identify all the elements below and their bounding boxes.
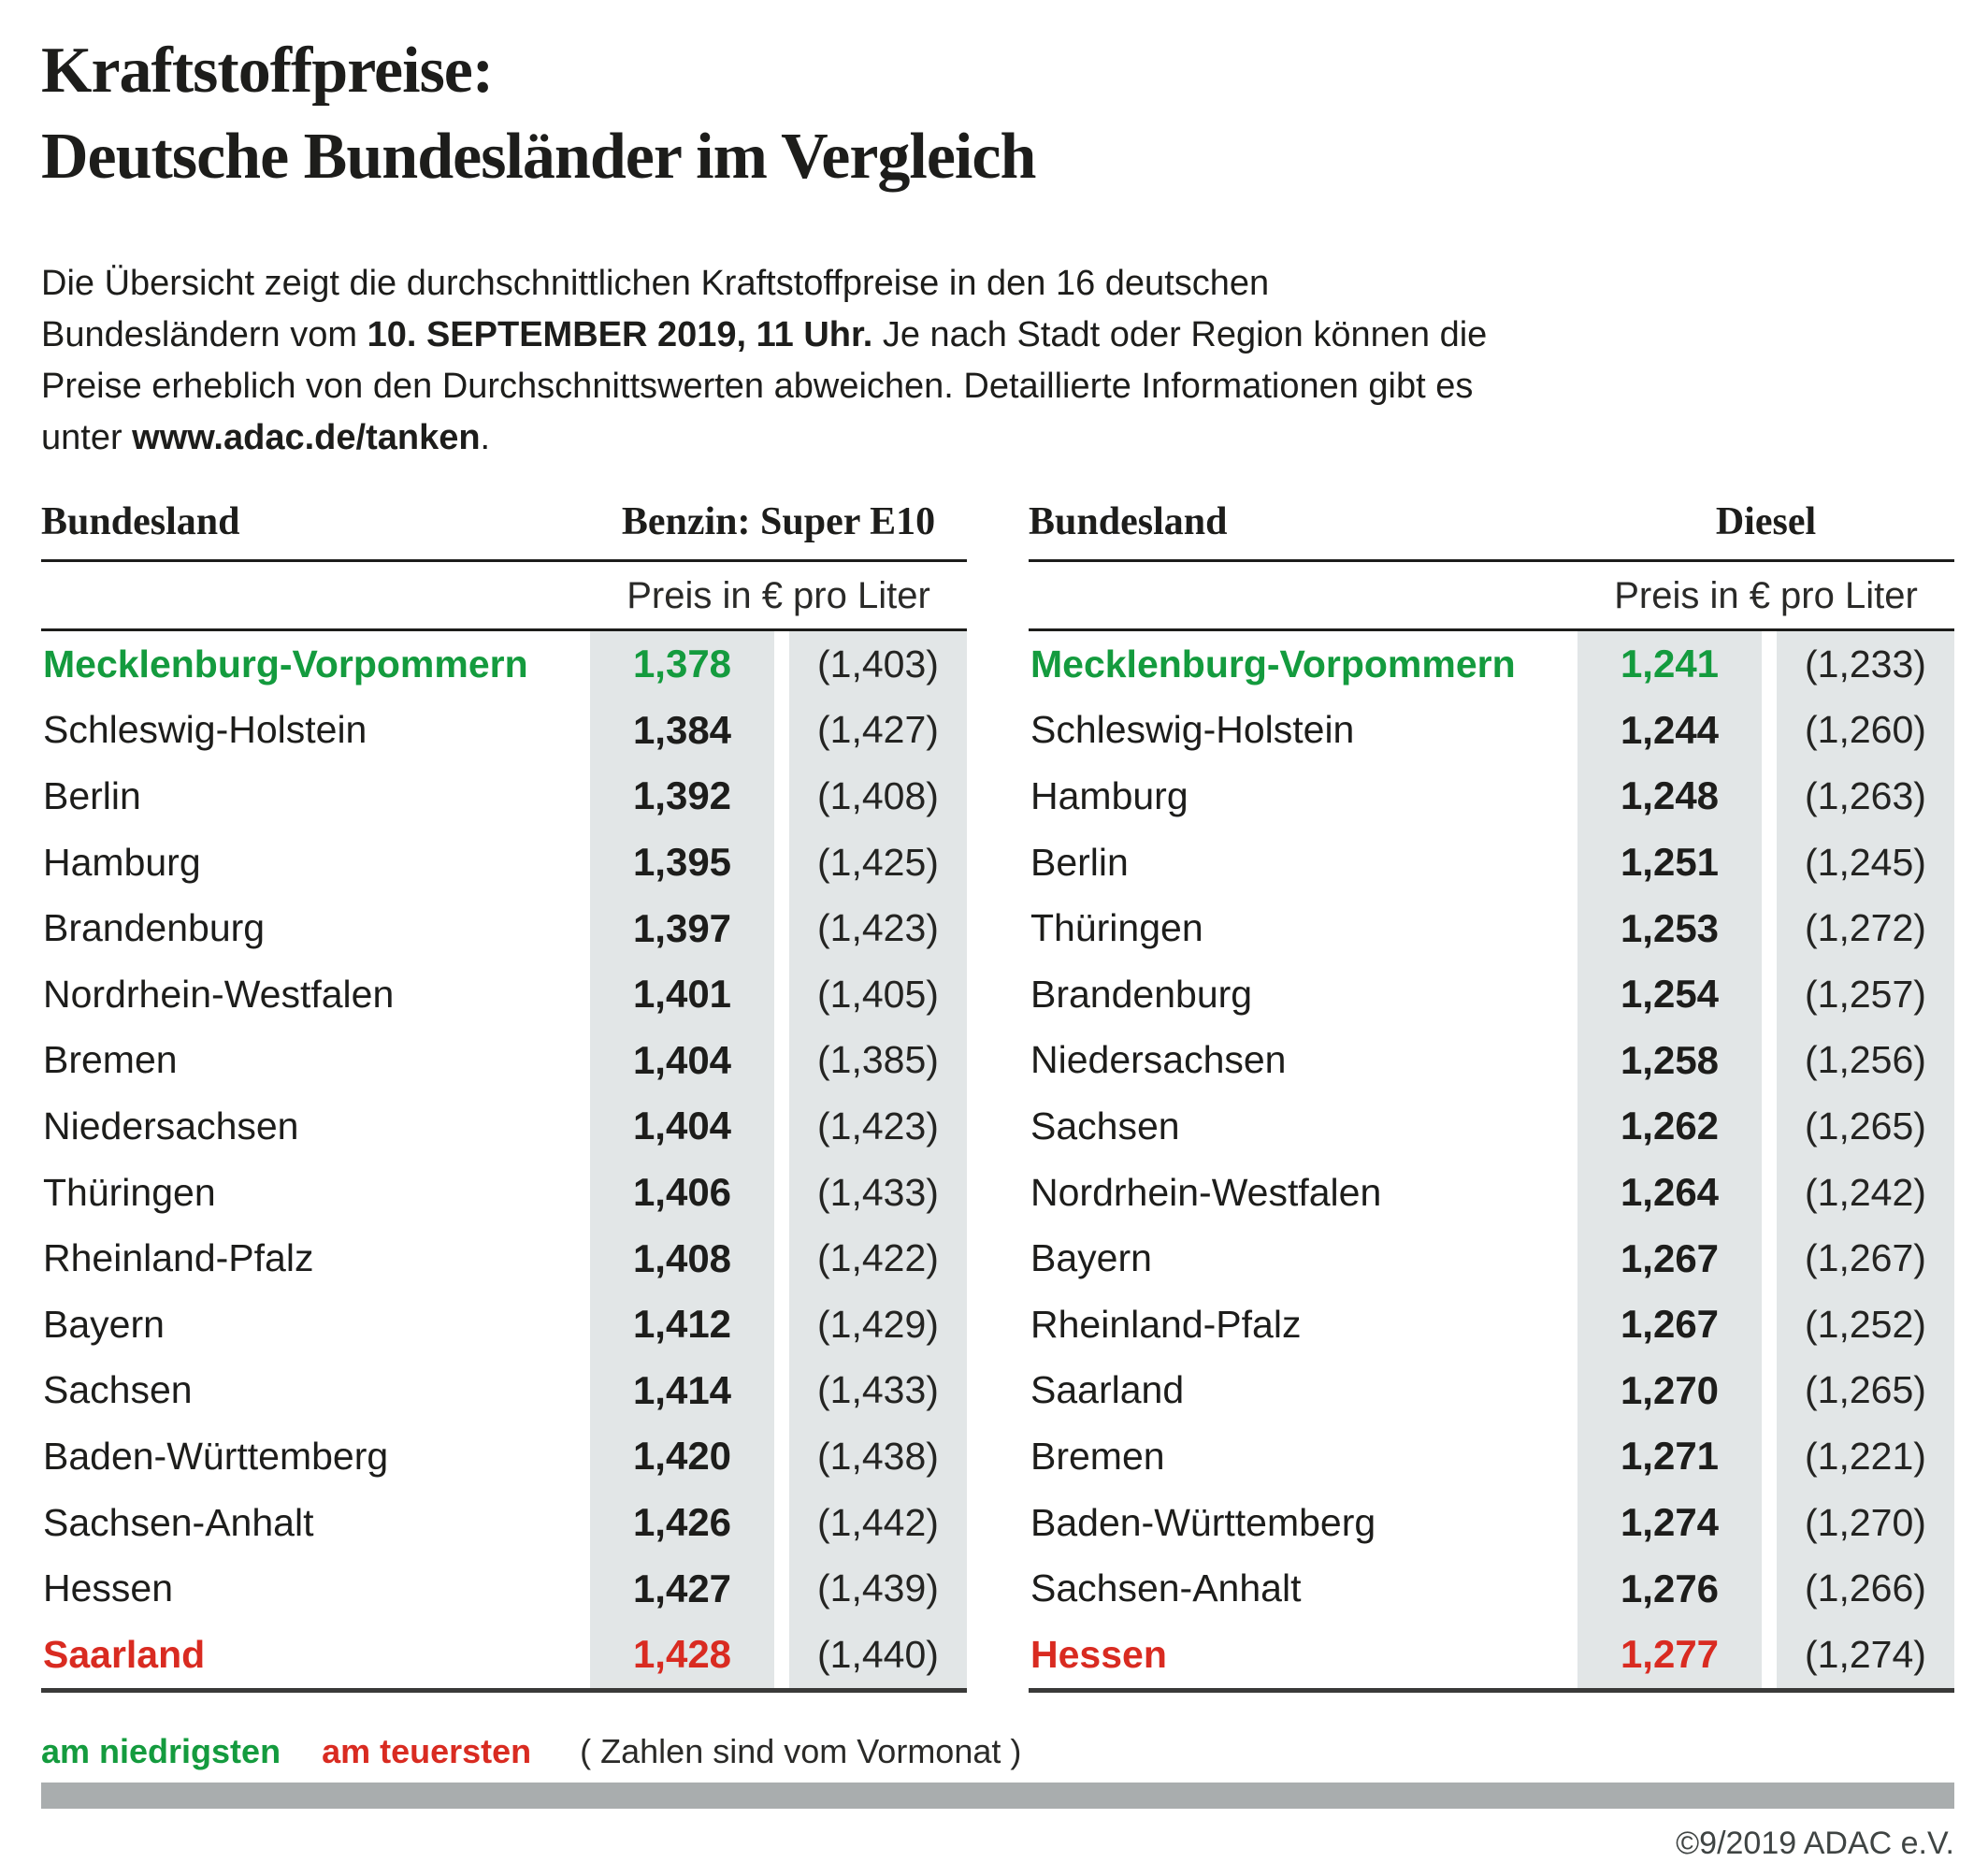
price-current: 1,404 [590,1093,774,1160]
column-gap [1762,961,1777,1028]
price-previous: (1,266) [1777,1555,1954,1622]
price-current: 1,276 [1577,1555,1762,1622]
column-gap [774,1160,789,1226]
price-current: 1,406 [590,1160,774,1226]
state-name: Niedersachsen [1030,1038,1287,1082]
price-previous: (1,438) [789,1423,967,1490]
state-name: Hessen [1030,1632,1167,1676]
intro-part3: . [480,418,491,457]
column-gap [1762,1093,1777,1160]
column-gap [1762,631,1777,698]
price-previous: (1,245) [1777,830,1954,896]
price-previous: (1,263) [1777,763,1954,830]
benzin-unit-label: Preis in € pro Liter [627,575,930,616]
price-current: 1,420 [590,1423,774,1490]
state-name: Mecklenburg-Vorpommern [43,642,528,686]
price-current: 1,271 [1577,1423,1762,1490]
table-row [41,961,967,1028]
column-gap [774,1423,789,1490]
benzin-col-header-fuel: Benzin: Super E10 [621,500,936,543]
diesel-col-header-fuel: Diesel [1715,500,1817,543]
column-gap [774,1555,789,1622]
state-name: Brandenburg [43,906,266,950]
price-previous: (1,439) [789,1555,967,1622]
legend-lowest-label: am niedrigsten [41,1731,281,1770]
price-current: 1,267 [1577,1292,1762,1358]
price-previous: (1,270) [1777,1490,1954,1556]
table-row [41,1423,967,1490]
state-name: Berlin [1030,840,1129,884]
diesel-col-header-bundesland: Bundesland [1029,500,1228,543]
state-name: Hamburg [1030,773,1188,817]
price-current: 1,270 [1577,1358,1762,1424]
price-current: 1,254 [1577,961,1762,1028]
table-row [41,1160,967,1226]
state-name: Bremen [1030,1434,1165,1478]
column-gap [774,1292,789,1358]
price-current: 1,277 [1577,1622,1762,1688]
state-name: Sachsen-Anhalt [1030,1566,1302,1610]
page-title [41,28,1954,200]
state-name: Thüringen [43,1170,216,1214]
table-row [1029,1160,1954,1226]
intro-url: www.adac.de/tanken [132,418,481,457]
state-name: Baden-Württemberg [43,1434,389,1478]
table-row [1029,1622,1954,1688]
column-gap [774,698,789,764]
price-previous: (1,242) [1777,1160,1954,1226]
price-current: 1,258 [1577,1028,1762,1094]
price-current: 1,384 [590,698,774,764]
price-previous: (1,256) [1777,1028,1954,1094]
price-previous: (1,274) [1777,1622,1954,1688]
state-name: Nordrhein-Westfalen [43,972,395,1016]
column-gap [774,1358,789,1424]
state-name: Bremen [43,1038,178,1082]
price-current: 1,408 [590,1225,774,1292]
price-current: 1,241 [1577,631,1762,698]
intro-part2: Je nach Stadt oder Region können die Preise erheblich von den Durchschnittswerten abweichen. Detaillierte Informationen gibt es unter [41,315,1488,457]
diesel-rows [1029,631,1954,1688]
price-current: 1,404 [590,1028,774,1094]
intro-part1: Die Übersicht zeigt die durchschnittlichen Kraftstoffpreise in den 16 deutschen Bundesländern vom [41,264,1270,354]
state-name: Rheinland-Pfalz [1030,1302,1302,1346]
benzin-bottom-rule [41,1688,967,1693]
benzin-unit-spacer [41,575,590,617]
price-current: 1,412 [590,1292,774,1358]
table-row [41,1622,967,1688]
price-previous: (1,423) [789,895,967,961]
table-row [41,895,967,961]
price-previous: (1,267) [1777,1225,1954,1292]
page-title-line1: Kraftstoffpreise: [41,35,494,107]
column-gap [1762,1160,1777,1226]
table-row [41,763,967,830]
column-gap [774,1093,789,1160]
price-previous: (1,221) [1777,1423,1954,1490]
table-row [1029,961,1954,1028]
table-row [41,1490,967,1556]
diesel-unit-label: Preis in € pro Liter [1614,575,1918,616]
column-gap [774,1028,789,1094]
price-tables [41,499,1954,1693]
benzin-table [41,499,967,1693]
price-previous: (1,233) [1777,631,1954,698]
table-row [1029,698,1954,764]
diesel-unit-row [1029,562,1954,628]
price-previous: (1,252) [1777,1292,1954,1358]
state-name: Baden-Württemberg [1030,1500,1376,1544]
benzin-col-header-bundesland: Bundesland [41,500,240,543]
state-name: Thüringen [1030,906,1203,950]
legend-highest-label: am teuersten [322,1731,532,1770]
price-current: 1,397 [590,895,774,961]
column-gap [1762,1490,1777,1556]
table-row [1029,1292,1954,1358]
price-previous: (1,433) [789,1358,967,1424]
price-current: 1,414 [590,1358,774,1424]
state-name: Nordrhein-Westfalen [1030,1170,1382,1214]
state-name: Sachsen [43,1368,193,1412]
benzin-table-header [41,499,967,559]
table-row [1029,1490,1954,1556]
page-title-line2: Deutsche Bundesländer im Vergleich [41,121,1036,193]
table-row [1029,1555,1954,1622]
price-current: 1,427 [590,1555,774,1622]
column-gap [774,1490,789,1556]
table-row [41,1225,967,1292]
price-previous: (1,433) [789,1160,967,1226]
state-name: Saarland [1030,1368,1185,1412]
column-gap [774,1622,789,1688]
price-current: 1,378 [590,631,774,698]
price-current: 1,244 [1577,698,1762,764]
column-gap [774,830,789,896]
intro-text [41,258,1500,464]
state-name: Saarland [43,1632,206,1676]
price-previous: (1,442) [789,1490,967,1556]
column-gap [1762,1358,1777,1424]
state-name: Bayern [43,1302,165,1346]
column-gap [1762,698,1777,764]
state-name: Sachsen [1030,1104,1180,1148]
price-previous: (1,423) [789,1093,967,1160]
column-gap [774,895,789,961]
table-row [1029,763,1954,830]
price-previous: (1,272) [1777,895,1954,961]
state-name: Brandenburg [1030,972,1253,1016]
price-previous: (1,405) [789,961,967,1028]
table-row [41,1358,967,1424]
price-previous: (1,440) [789,1622,967,1688]
table-row [1029,895,1954,961]
table-row [41,1292,967,1358]
table-row [41,1555,967,1622]
price-previous: (1,265) [1777,1093,1954,1160]
table-row [1029,1225,1954,1292]
copyright-text: ©9/2019 ADAC e.V. [1676,1825,1954,1861]
state-name: Berlin [43,773,141,817]
price-previous: (1,408) [789,763,967,830]
price-current: 1,392 [590,763,774,830]
table-row [41,1028,967,1094]
table-row [1029,1028,1954,1094]
price-current: 1,262 [1577,1093,1762,1160]
column-gap [1762,1292,1777,1358]
table-row [41,1093,967,1160]
table-row [41,631,967,698]
column-gap [1762,1028,1777,1094]
state-name: Bayern [1030,1236,1152,1280]
price-previous: (1,260) [1777,698,1954,764]
state-name: Hamburg [43,840,201,884]
price-previous: (1,429) [789,1292,967,1358]
state-name: Sachsen-Anhalt [43,1500,314,1544]
price-previous: (1,385) [789,1028,967,1094]
legend [41,1732,1954,1771]
column-gap [1762,763,1777,830]
column-gap [1762,1225,1777,1292]
price-previous: (1,422) [789,1225,967,1292]
price-current: 1,251 [1577,830,1762,896]
state-name: Mecklenburg-Vorpommern [1030,642,1516,686]
benzin-unit-row [41,562,967,628]
price-previous: (1,265) [1777,1358,1954,1424]
state-name: Hessen [43,1566,174,1610]
column-gap [774,1225,789,1292]
benzin-rows [41,631,967,1688]
table-row [1029,1093,1954,1160]
table-row [1029,1423,1954,1490]
diesel-bottom-rule [1029,1688,1954,1693]
state-name: Schleswig-Holstein [43,708,367,752]
table-row [1029,631,1954,698]
state-name: Schleswig-Holstein [1030,708,1355,752]
column-gap [774,961,789,1028]
price-current: 1,267 [1577,1225,1762,1292]
price-previous: (1,403) [789,631,967,698]
diesel-table-header [1029,499,1954,559]
price-current: 1,401 [590,961,774,1028]
table-row [41,830,967,896]
column-gap [1762,895,1777,961]
price-current: 1,264 [1577,1160,1762,1226]
state-name: Rheinland-Pfalz [43,1236,314,1280]
column-gap [774,631,789,698]
price-current: 1,428 [590,1622,774,1688]
price-current: 1,395 [590,830,774,896]
price-current: 1,426 [590,1490,774,1556]
price-previous: (1,425) [789,830,967,896]
price-previous: (1,427) [789,698,967,764]
diesel-unit-spacer [1029,575,1577,617]
price-current: 1,253 [1577,895,1762,961]
table-row [1029,1358,1954,1424]
column-gap [1762,830,1777,896]
legend-note: ( Zahlen sind vom Vormonat ) [580,1731,1022,1770]
column-gap [1762,1423,1777,1490]
table-row [41,698,967,764]
column-gap [774,763,789,830]
column-gap [1762,1622,1777,1688]
divider-bar [41,1783,1954,1809]
price-previous: (1,257) [1777,961,1954,1028]
intro-date: 10. SEPTEMBER 2019, 11 Uhr. [367,315,873,354]
diesel-table [1029,499,1954,1693]
state-name: Niedersachsen [43,1104,299,1148]
table-row [1029,830,1954,896]
price-current: 1,248 [1577,763,1762,830]
price-current: 1,274 [1577,1490,1762,1556]
column-gap [1762,1555,1777,1622]
